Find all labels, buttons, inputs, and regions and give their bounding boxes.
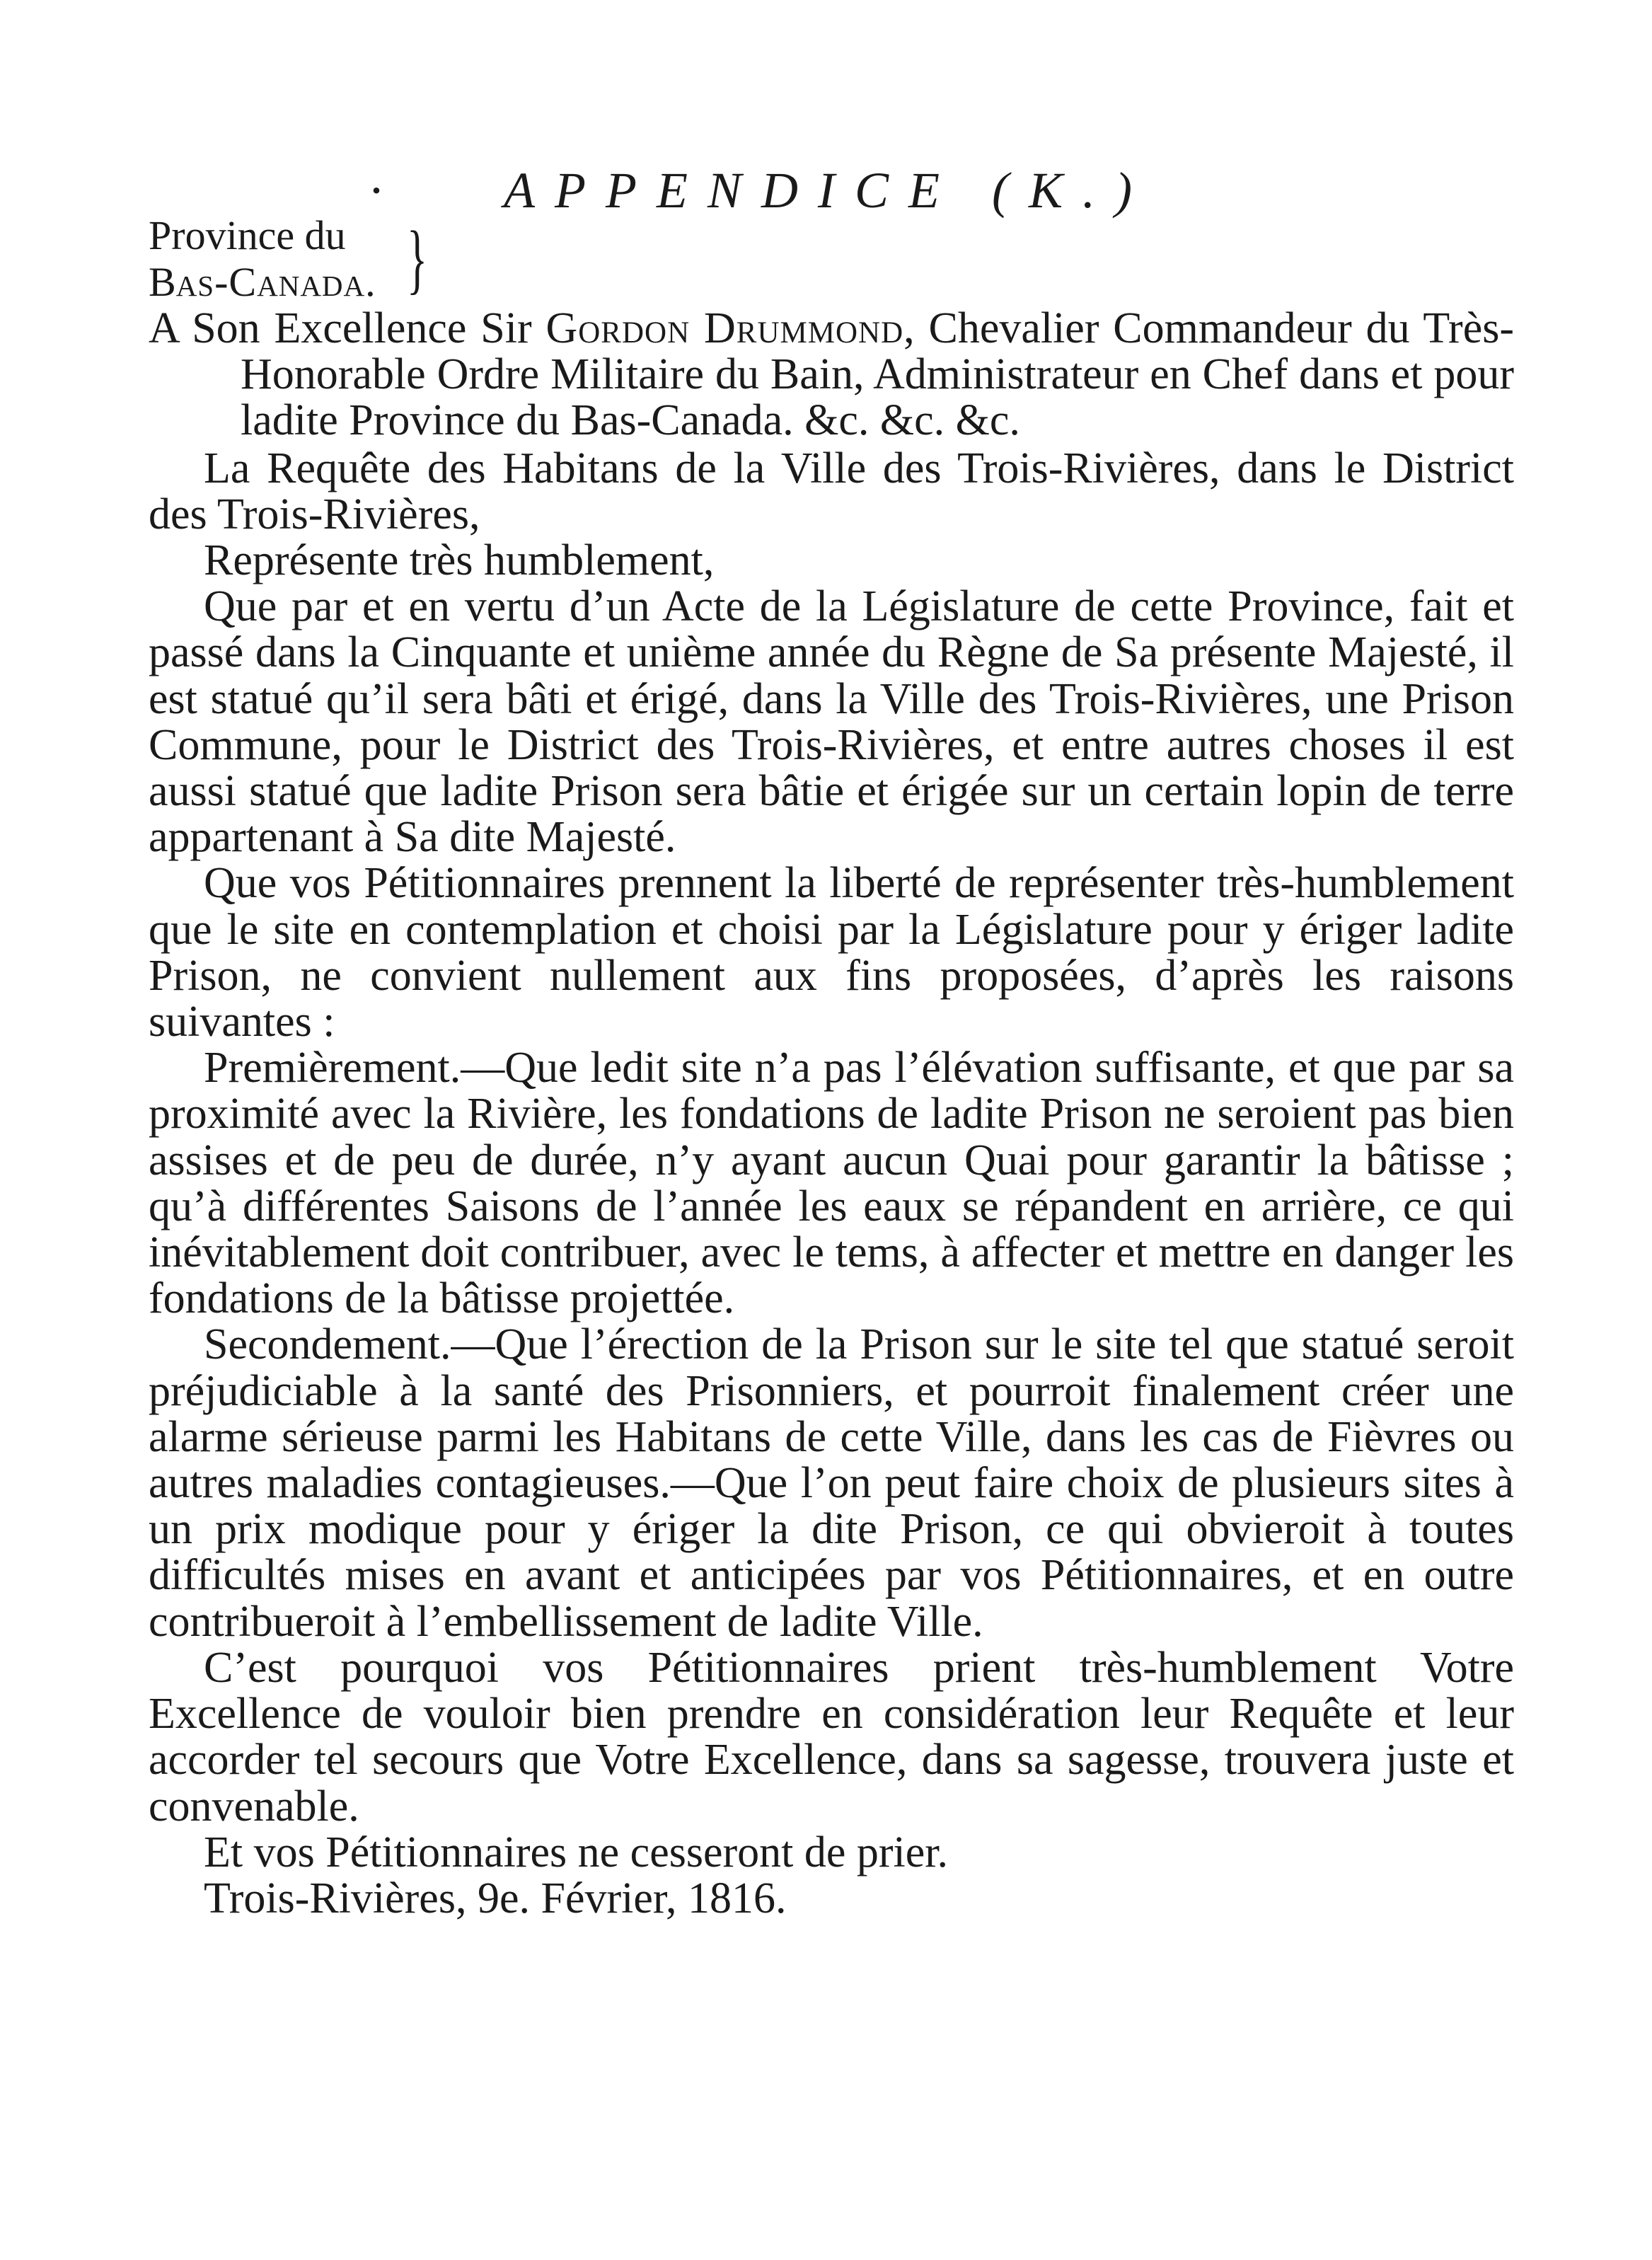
petition-body: [149, 306, 1514, 1922]
heading-marker: ·: [368, 162, 405, 219]
heading-title: APPENDICE (K.): [504, 162, 1152, 219]
paragraph-date: Trois-Rivières, 9e. Février, 1816.: [204, 1874, 787, 1922]
province-brace: }: [407, 215, 428, 301]
address-name-2: Drummond: [703, 304, 904, 352]
address-paragraph: [149, 306, 1514, 446]
page-heading: [368, 161, 1259, 220]
paragraph-secondement: Secondement.—Que l’érection de la Prison sur le site tel que statué seroit préjudiciable à la santé des Prisonniers, et pourroit finalement créer une alarme sérieuse parmi les Habitans de cette Ville, dans les cas de Fièvres ou autres maladies contagieuses.—Que l’on peut faire choix de plusieurs sites à un prix modique pour y ériger la dite Prison, ce qui obvieroit à toutes difficultés mises en avant et anticipées par vos Pétitionnaires, et en outre contribueroit à l’embellissement de ladite Ville.: [149, 1320, 1514, 1646]
province-line-2-prefix: B: [149, 259, 176, 305]
province-block: [149, 212, 376, 306]
province-line-1: Province du: [149, 212, 346, 258]
paragraph-prier: Et vos Pétitionnaires ne cesseront de prier.: [204, 1828, 949, 1876]
address-name-1: Gordon: [545, 304, 691, 352]
province-line-2: [149, 259, 376, 306]
address-part-1: A Son Excellence Sir: [149, 304, 546, 352]
paragraph-site: Que vos Pétitionnaires prennent la liberté de représenter très-humblement que le site en contemplation et choisi par la Législature pour y ériger ladite Prison, ne convient nullement aux fins proposées, d’après les raisons suivantes :: [149, 859, 1514, 1047]
address-space: [690, 304, 704, 352]
paragraph-premierement: Premièrement.—Que ledit site n’a pas l’élévation suffisante, et que par sa proximité avec la Rivière, les fondations de ladite Prison ne seroient pas bien assises et de peu de durée, n’y ayant aucun Quai pour garantir la bâtisse ; qu’à différentes Saisons de l’année les eaux se répandent en arrière, ce qui inévitablement doit contribuer, avec le tems, à affecter et mettre en danger les fondations de la bâtisse projettée.: [149, 1044, 1514, 1323]
province-line-2-smallcaps: as-Canada.: [175, 259, 376, 305]
paragraph-represente: Représente très humblement,: [204, 536, 715, 585]
address-part-2: , Chevalier Commandeur du Très-Honorable Ordre Militaire du Bain, Administrateur en Chef dans et pour ladite Province du Bas-Canada. &c. &c. &c.: [241, 304, 1514, 445]
paragraph-requete: La Requête des Habitans de la Ville des Trois-Rivières, dans le District des Trois-Rivières,: [149, 444, 1514, 538]
paragraph-acte: Que par et en vertu d’un Acte de la Législature de cette Province, fait et passé dans la Cinquante et unième année du Règne de Sa présente Majesté, il est statué qu’il sera bâti et érigé, dans la Ville des Trois-Rivières, une Prison Commune, pour le District des Trois-Rivières, et entre autres choses il est aussi statué que ladite Prison sera bâtie et érigée sur un certain lopin de terre appartenant à Sa dite Majesté.: [149, 582, 1514, 862]
paragraph-pourquoi: C’est pourquoi vos Pétitionnaires prient très-humblement Votre Excellence de vouloir bien prendre en considération leur Requête et leur accorder tel secours que Votre Excellence, dans sa sagesse, trouvera juste et convenable.: [149, 1643, 1514, 1831]
